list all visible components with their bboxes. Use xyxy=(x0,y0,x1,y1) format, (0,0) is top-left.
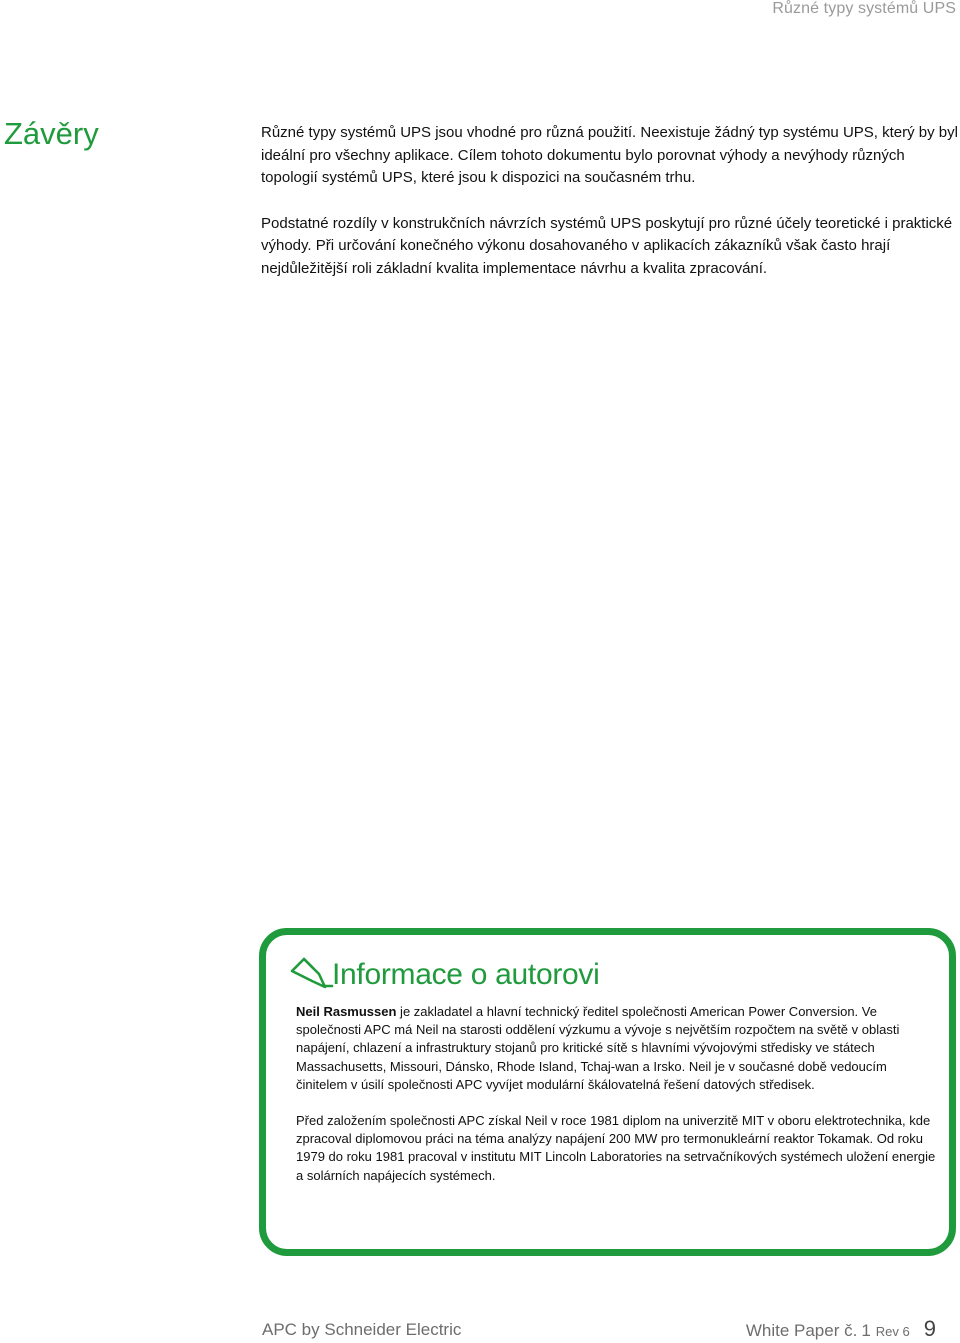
author-box-body xyxy=(296,1003,936,1203)
paper-number: 1 xyxy=(861,1321,871,1340)
author-info-box xyxy=(259,928,956,1256)
running-header: Různé typy systémů UPS xyxy=(772,0,956,17)
author-bio-paragraph: Před založením společnosti APC získal Neil v roce 1981 diplom na univerzitě MIT v oboru elektrotechnika, kde zpracoval diplomovou práci na téma analýzy napájení 200 MW pro termonukleární reaktor Tokamak. Od roku 1979 do roku 1981 pracoval v institutu MIT Lincoln Laboratories na setrvačníkových systémech uložení energie a solárních napájecích systémech. xyxy=(296,1113,936,1183)
author-box-header xyxy=(288,953,599,993)
footer-brand: APC by Schneider Electric xyxy=(262,1320,462,1339)
section-body xyxy=(261,122,960,303)
author-bio-paragraph xyxy=(296,1003,936,1094)
section-heading: Závěry xyxy=(4,116,99,151)
author-bio-text: je zakladatel a hlavní technický ředitel společnosti American Power Conversion. Ve společnosti APC má Neil na starosti oddělení výzkumu a vývoje s největším rozpočtem na světě v oblasti napájení, chlazení a infrastruktury stojanů pro kritické sítě s hlavními vývojovými středisky ve státech Massachusetts, Missouri, Dánsko, Rhode Island, Tchaj-wan a Irsko. Neil je v současné době vedoucím činitelem v úsilí společnosti APC vyvíjet modulární škálovatelná řešení datových středisek. xyxy=(296,1004,900,1092)
page-number: 9 xyxy=(923,1316,936,1341)
pen-icon xyxy=(288,953,334,993)
footer-paper-info xyxy=(746,1316,936,1342)
paper-label: White Paper č. xyxy=(745,1321,858,1340)
author-name: Neil Rasmussen xyxy=(296,1004,397,1019)
body-paragraph: Různé typy systémů UPS jsou vhodné pro různá použití. Neexistuje žádný typ systému UPS, který by byl ideální pro všechny aplikace. Cílem tohoto dokumentu bylo porovnat výhody a nevýhody různých topologií systémů UPS, které jsou k dispozici na současném trhu. xyxy=(261,124,958,186)
revision-label: Rev 6 xyxy=(875,1324,910,1339)
author-box-title: Informace o autorovi xyxy=(332,958,600,991)
body-paragraph: Podstatné rozdíly v konstrukčních návrzích systémů UPS poskytují pro různé účely teoretické i praktické výhody. Při určování konečného výkonu dosahovaného v aplikacích zákazníků však často hrají nejdůležitější roli základní kvalita implementace návrhu a kvalita zpracování. xyxy=(261,214,953,277)
